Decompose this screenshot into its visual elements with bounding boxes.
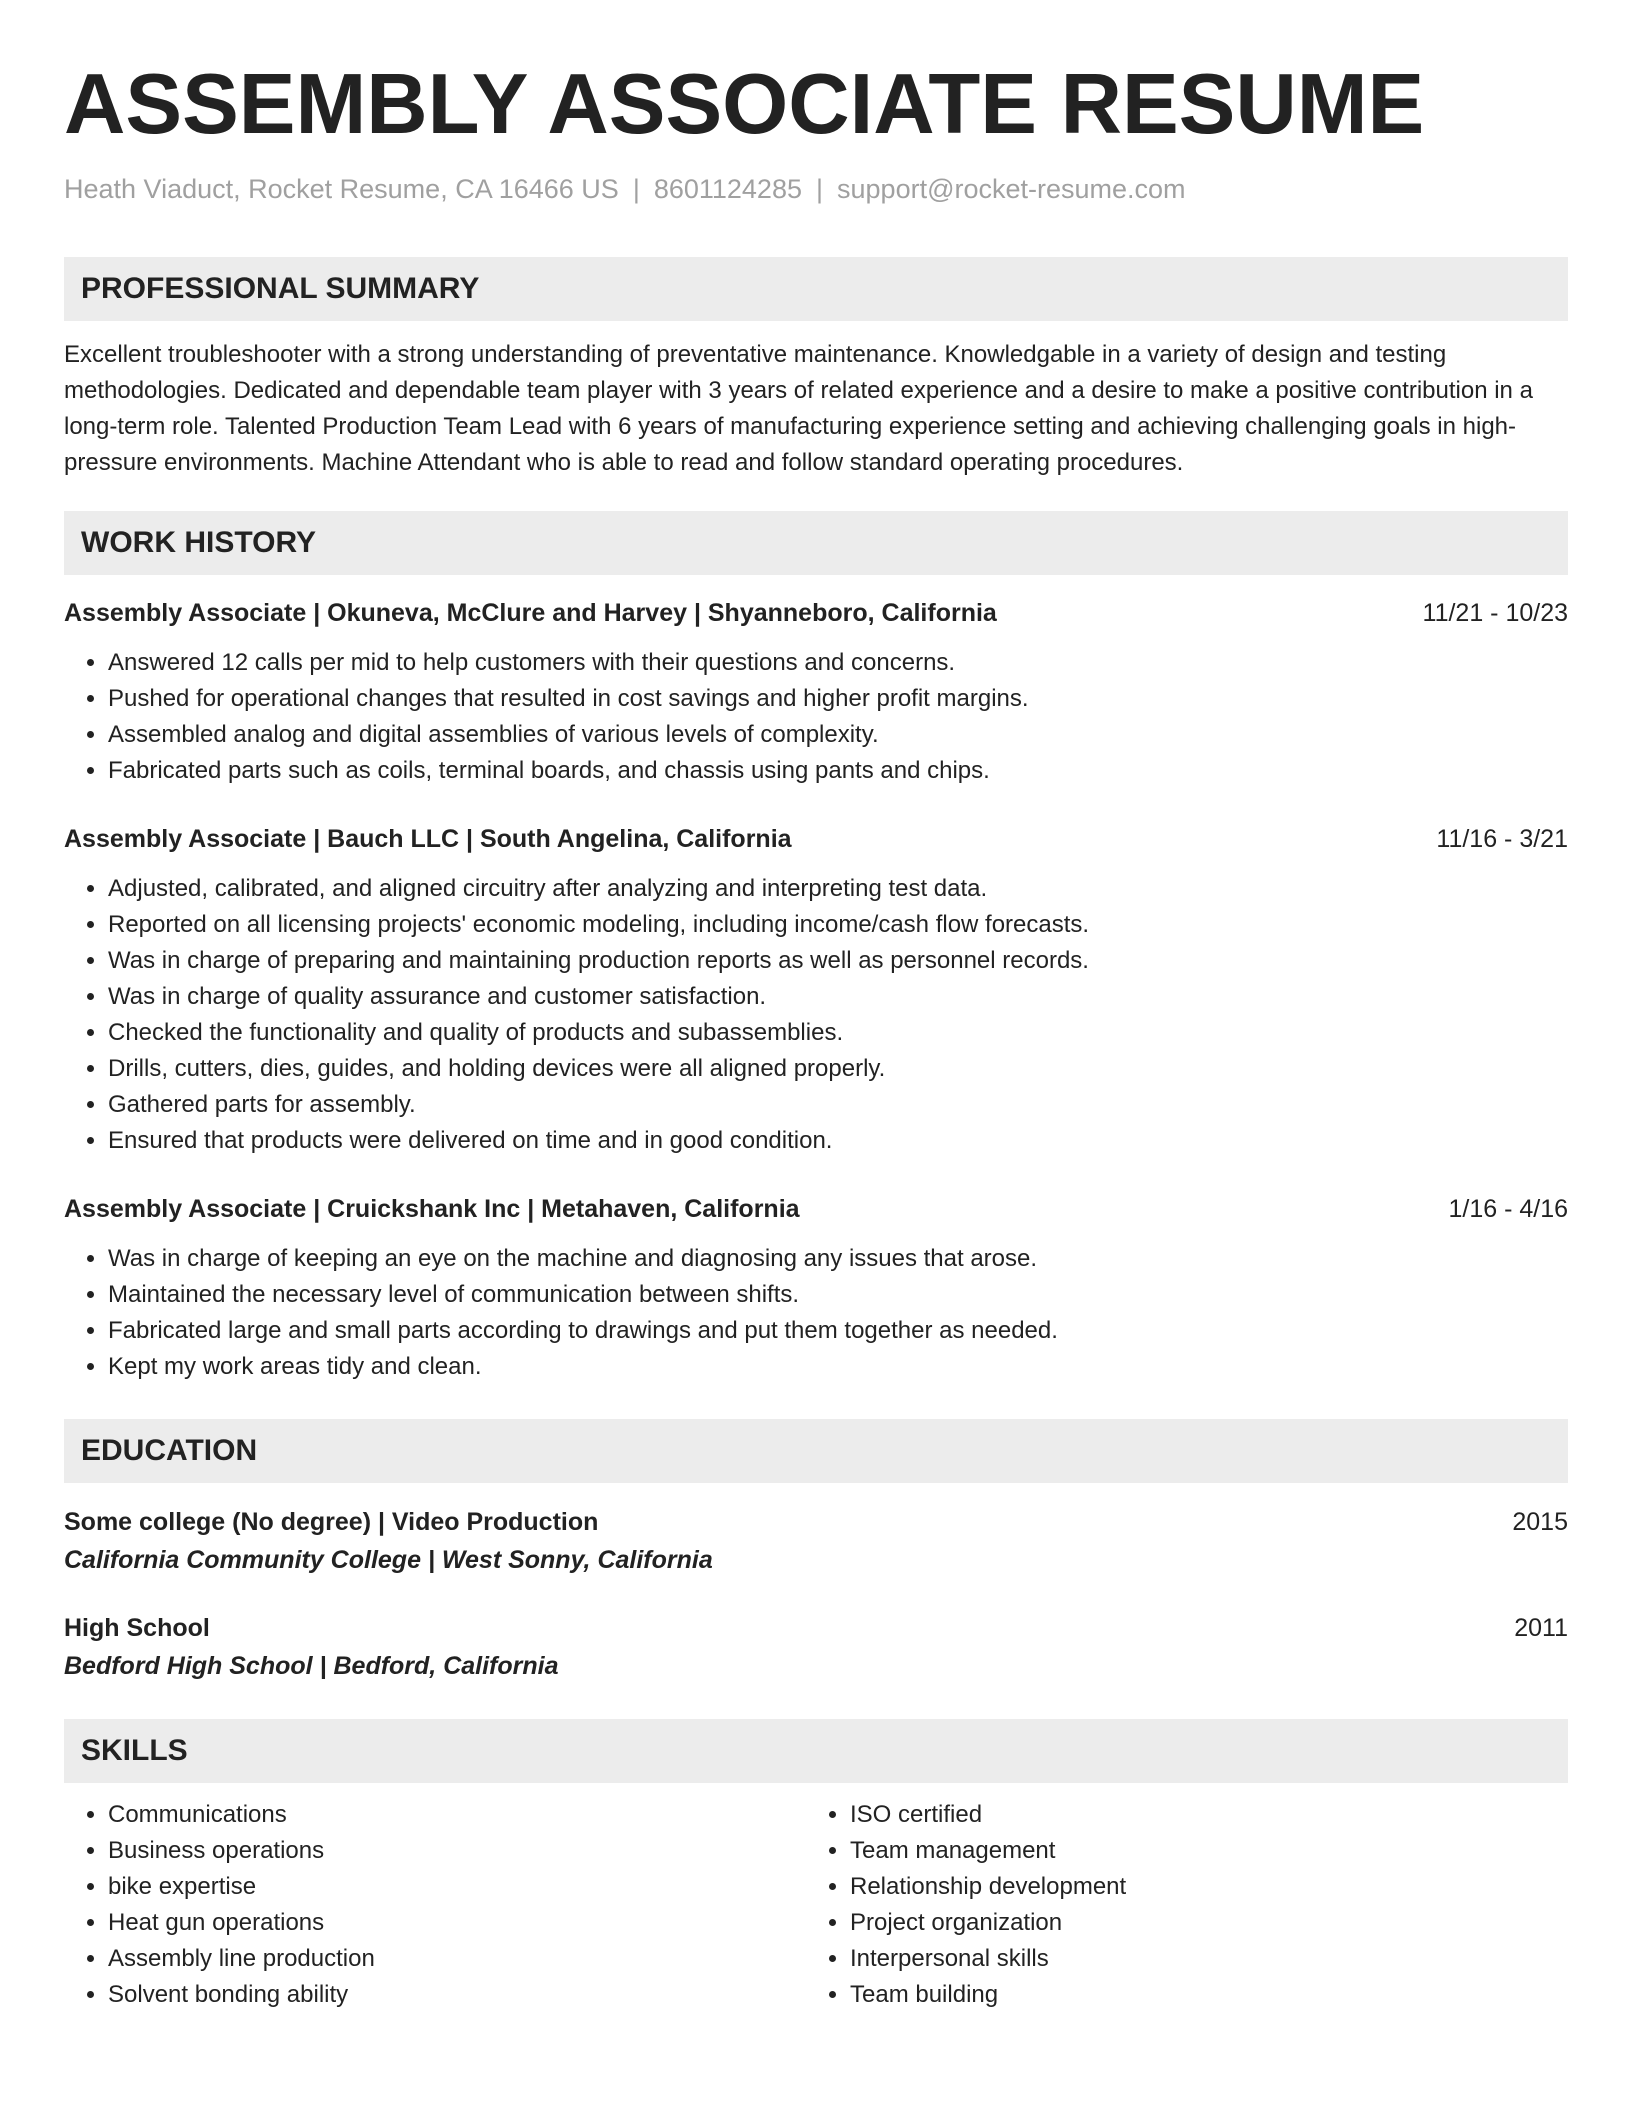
job-entry <box>64 595 1568 789</box>
skill-item: • Heat gun operations <box>108 1905 806 1941</box>
skill-item: • Business operations <box>108 1833 806 1869</box>
job-bullets <box>64 645 1568 789</box>
skill-item: • bike expertise <box>108 1869 806 1905</box>
skill-item: • Interpersonal skills <box>850 1941 1548 1977</box>
job-dates: 11/16 - 3/21 <box>1436 825 1568 853</box>
job-bullet: • Answered 12 calls per mid to help customers with their questions and concerns. <box>108 645 1568 681</box>
job-title: Assembly Associate | Cruickshank Inc | Metahaven, California <box>64 1195 800 1223</box>
contact-separator: | <box>632 174 640 204</box>
work-history-heading: WORK HISTORY <box>64 511 1568 575</box>
education-school: Bedford High School | Bedford, California <box>64 1652 559 1680</box>
job-dates: 11/21 - 10/23 <box>1422 599 1568 627</box>
job-dates: 1/16 - 4/16 <box>1448 1195 1568 1223</box>
job-title: Assembly Associate | Okuneva, McClure and Harvey | Shyanneboro, California <box>64 599 997 627</box>
skill-item: • Communications <box>108 1797 806 1833</box>
job-bullets <box>64 1241 1568 1385</box>
skills-list <box>64 1797 1568 2013</box>
education-entry <box>64 1609 1568 1685</box>
skill-item: • Assembly line production <box>108 1941 806 1977</box>
education-degree: High School <box>64 1614 210 1642</box>
skills-column-left <box>64 1797 806 2013</box>
job-bullet: • Checked the functionality and quality of products and subassemblies. <box>108 1015 1568 1051</box>
job-bullet: • Was in charge of quality assurance and customer satisfaction. <box>108 979 1568 1015</box>
job-bullet: • Assembled analog and digital assemblies of various levels of complexity. <box>108 717 1568 753</box>
job-bullet: • Drills, cutters, dies, guides, and holding devices were all aligned properly. <box>108 1051 1568 1087</box>
skills-heading: SKILLS <box>64 1719 1568 1783</box>
job-bullet: • Gathered parts for assembly. <box>108 1087 1568 1123</box>
job-entry <box>64 821 1568 1159</box>
education-heading: EDUCATION <box>64 1419 1568 1483</box>
job-bullet: • Reported on all licensing projects' economic modeling, including income/cash flow forecasts. <box>108 907 1568 943</box>
skill-item: • Project organization <box>850 1905 1548 1941</box>
skill-item: • Relationship development <box>850 1869 1548 1905</box>
skill-item: • Solvent bonding ability <box>108 1977 806 2013</box>
skill-item: • Team building <box>850 1977 1548 2013</box>
education-year: 2011 <box>1514 1614 1568 1642</box>
skill-item: • ISO certified <box>850 1797 1548 1833</box>
job-bullet: • Pushed for operational changes that resulted in cost savings and higher profit margins. <box>108 681 1568 717</box>
job-bullet: • Fabricated large and small parts according to drawings and put them together as needed. <box>108 1313 1568 1349</box>
education-header <box>64 1609 1568 1647</box>
job-header <box>64 821 1568 857</box>
job-header <box>64 595 1568 631</box>
job-bullet: • Ensured that products were delivered on time and in good condition. <box>108 1123 1568 1159</box>
job-bullet: • Kept my work areas tidy and clean. <box>108 1349 1568 1385</box>
resume-title: ASSEMBLY ASSOCIATE RESUME <box>64 57 1425 152</box>
contact-line <box>64 171 1568 207</box>
skill-item: • Team management <box>850 1833 1548 1869</box>
contact-phone: 8601124285 <box>653 174 802 204</box>
summary-text: Excellent troubleshooter with a strong understanding of preventative maintenance. Knowledgable in a variety of design and testing methodologies. Dedicated and dependable team player with 3 years of related experience and a desire to make a positive contribution in a long-term role. Talented Production Team Lead with 6 years of manufacturing experience setting and achieving challenging goals in high-pressure environments. Machine Attendant who is able to read and follow standard operating procedures. <box>64 341 1533 476</box>
education-entry <box>64 1503 1568 1579</box>
job-entry <box>64 1191 1568 1385</box>
job-bullet: • Fabricated parts such as coils, terminal boards, and chassis using pants and chips. <box>108 753 1568 789</box>
resume-page <box>64 55 1568 2013</box>
job-bullet: • Maintained the necessary level of communication between shifts. <box>108 1277 1568 1313</box>
job-bullet: • Was in charge of preparing and maintaining production reports as well as personnel records. <box>108 943 1568 979</box>
job-bullet: • Was in charge of keeping an eye on the machine and diagnosing any issues that arose. <box>108 1241 1568 1277</box>
contact-separator: | <box>816 174 824 204</box>
skills-column-right <box>806 1797 1548 2013</box>
job-header <box>64 1191 1568 1227</box>
education-year: 2015 <box>1512 1508 1568 1536</box>
summary-heading: PROFESSIONAL SUMMARY <box>64 257 1568 321</box>
job-bullets <box>64 871 1568 1159</box>
education-degree: Some college (No degree) | Video Production <box>64 1508 599 1536</box>
education-header <box>64 1503 1568 1541</box>
job-title: Assembly Associate | Bauch LLC | South Angelina, California <box>64 825 792 853</box>
contact-email: support@rocket-resume.com <box>837 174 1186 204</box>
contact-address: Heath Viaduct, Rocket Resume, CA 16466 US <box>64 174 619 204</box>
education-school: California Community College | West Sonny, California <box>64 1546 713 1574</box>
job-bullet: • Adjusted, calibrated, and aligned circuitry after analyzing and interpreting test data. <box>108 871 1568 907</box>
